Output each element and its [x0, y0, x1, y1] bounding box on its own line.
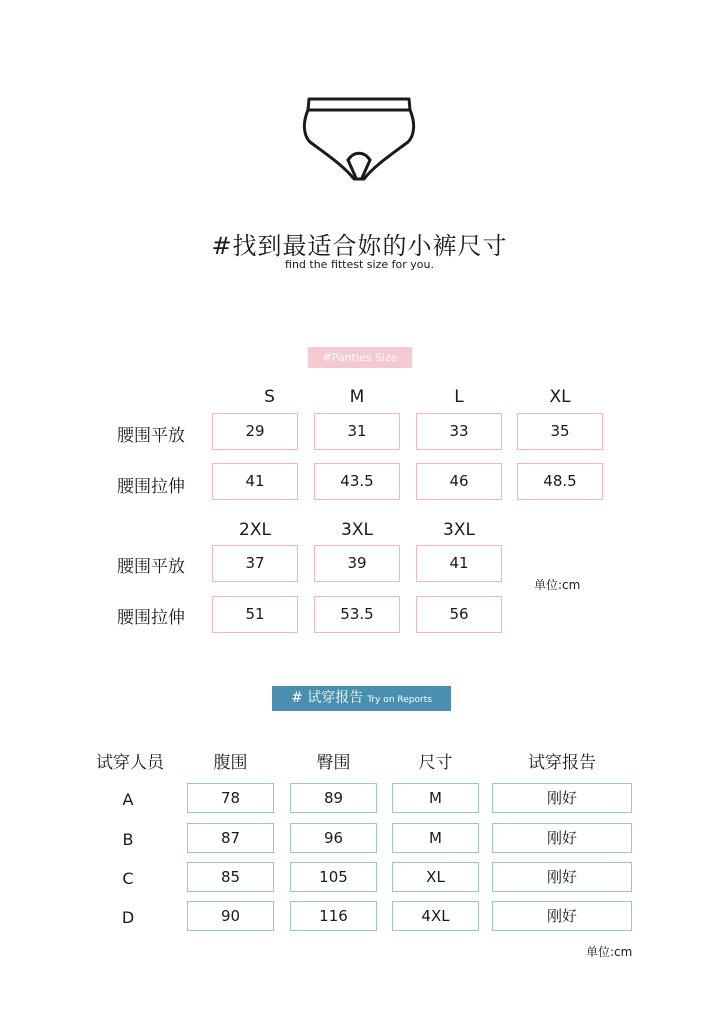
- size-header: 2XL: [239, 520, 271, 540]
- badge-subtitle: Try on Reports: [367, 695, 432, 705]
- report-header: 尺寸: [418, 753, 453, 773]
- report-cell: XL: [392, 862, 479, 892]
- size-cell: 48.5: [517, 463, 603, 500]
- report-cell: 96: [290, 823, 377, 853]
- report-cell: 85: [187, 862, 274, 892]
- size-header: XL: [549, 387, 571, 407]
- size-cell: 35: [517, 413, 603, 450]
- report-person: B: [122, 830, 134, 849]
- report-cell: 刚好: [492, 823, 632, 853]
- report-cell: 89: [290, 783, 377, 813]
- try-on-reports-badge: [272, 686, 451, 711]
- row-label-waist-flat: 腰围平放: [117, 426, 185, 446]
- report-header: 臀围: [316, 753, 351, 773]
- size-cell: 46: [416, 463, 502, 500]
- size-header: L: [454, 387, 464, 407]
- size-header: 3XL: [341, 520, 373, 540]
- report-cell: 105: [290, 862, 377, 892]
- size-unit-label: 单位:cm: [534, 578, 581, 592]
- panties-icon: [300, 96, 418, 186]
- page-title: #找到最适合妳的小裤尺寸: [211, 232, 508, 260]
- size-cell: 37: [212, 545, 298, 582]
- report-person: A: [122, 790, 134, 809]
- row-label-waist-stretch: 腰围拉伸: [117, 608, 185, 628]
- report-unit-label: 单位:cm: [586, 945, 633, 959]
- size-cell: 56: [416, 596, 502, 633]
- size-cell: 51: [212, 596, 298, 633]
- report-header: 腹围: [213, 753, 248, 773]
- size-cell: 29: [212, 413, 298, 450]
- report-person: D: [121, 908, 135, 927]
- report-cell: 87: [187, 823, 274, 853]
- row-label-waist-flat: 腰围平放: [117, 557, 185, 577]
- report-cell: 刚好: [492, 862, 632, 892]
- size-cell: 41: [416, 545, 502, 582]
- report-cell: M: [392, 783, 479, 813]
- report-cell: 4XL: [392, 901, 479, 931]
- size-header: 3XL: [443, 520, 475, 540]
- size-cell: 41: [212, 463, 298, 500]
- size-cell: 43.5: [314, 463, 400, 500]
- report-cell: 刚好: [492, 783, 632, 813]
- report-cell: 刚好: [492, 901, 632, 931]
- report-cell: 116: [290, 901, 377, 931]
- panties-size-badge: #Panties Size: [308, 347, 412, 368]
- size-header: S: [264, 387, 275, 407]
- size-cell: 53.5: [314, 596, 400, 633]
- report-header: 试穿人员: [96, 753, 164, 773]
- size-cell: 33: [416, 413, 502, 450]
- report-person: C: [122, 869, 134, 888]
- report-cell: 78: [187, 783, 274, 813]
- page-subtitle: find the fittest size for you.: [285, 258, 434, 271]
- report-header: 试穿报告: [528, 753, 596, 773]
- row-label-waist-stretch: 腰围拉伸: [117, 477, 185, 497]
- report-cell: M: [392, 823, 479, 853]
- report-cell: 90: [187, 901, 274, 931]
- size-header: M: [349, 387, 365, 407]
- badge-title: # 试穿报告: [291, 690, 364, 706]
- size-cell: 31: [314, 413, 400, 450]
- size-cell: 39: [314, 545, 400, 582]
